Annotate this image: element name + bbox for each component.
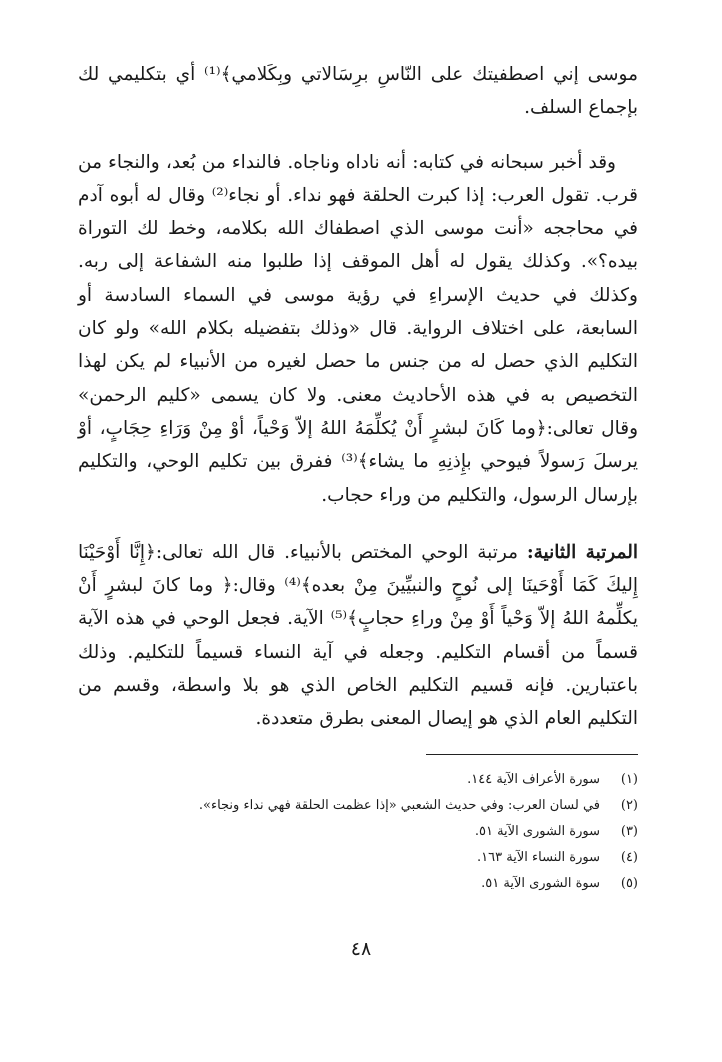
- paragraph-1: [78, 58, 638, 125]
- footnote-text: سورة الأعراف الآية ١٤٤.: [467, 771, 600, 787]
- footnote-text: في لسان العرب: وفي حديث الشعبي «إذا عظمت الحلقة فهي نداء ونجاء».: [198, 797, 600, 813]
- paragraph-3: [78, 536, 638, 736]
- footnote-text: سورة الشورى الآية ٥١.: [474, 823, 600, 839]
- paragraph-2: [78, 146, 638, 512]
- footnote-item: [78, 767, 638, 793]
- footnote-item: [78, 871, 638, 897]
- footnote-number: (٣): [620, 823, 638, 839]
- paragraph-1-text: موسى إني اصطفيتك على النّاسِ برِسَالاتي وبِكَلامي﴾⁽¹⁾ أي بتكليمي لك بإجماع السلف.: [78, 64, 638, 119]
- paragraph-2-text: وقد أخبر سبحانه في كتابه: أنه ناداه وناجاه. فالنداء من بُعد، والنجاء من قرب. تقول العرب: إذا كبرت الحلقة فهو نداء. أو نجاء⁽²⁾ وقال له أبوه آدم في محاججه «أنت موسى الذي اصطفاك الله بكلامه، وخط لك التوراة بيده؟». وكذلك يقول له أهل الموقف إذا طلبوا منه الشفاعة إلى ربه. وكذلك في حديث الإسراءِ في رؤية موسى في السماء السادسة أو السابعة، على اختلاف الرواية. قال «وذلك بتفضيله بكلام الله» ولو كان التكليم الذي حصل له من جنس ما حصل لغيره من الأنبياء لم يكن لهذا التخصيص به في هذه الأحاديث معنى. ولا كان يسمى «كليم الرحمن» وقال تعالى:﴿وما كَانَ لبشرٍ أَنْ يُكلِّمَهُ اللهُ إلاّ وَحْياً، أوْ مِنْ وَرَاءِ حِجَابٍ، أوْ يرسلَ رَسولاً فيوحي بإِذنِهِ ما يشاء﴾⁽³⁾ ففرق بين تكليم الوحي، والتكليم بإرسال الرسول، والتكليم من وراء حجاب.: [78, 151, 638, 506]
- footnotes-list: [78, 767, 638, 897]
- footnote-text: سورة النساء الآية ١٦٣.: [477, 849, 600, 865]
- footnote-number: (٥): [620, 875, 638, 891]
- footnote-item: [78, 819, 638, 845]
- footnote-number: (٤): [620, 849, 638, 865]
- footnote-item: [78, 793, 638, 819]
- footnote-text: سوة الشورى الآية ٥١.: [481, 875, 600, 891]
- paragraph-3-text: مرتبة الوحي المختص بالأنبياء. قال الله تعالى:﴿إِنَّا أَوْحَيْنَا إِليكَ كَمَا أَوْحَينَا إلى نُوحٍ والنبيِّينَ مِنْ بعده﴾⁽⁴⁾ وقال:﴿ وما كانَ لبشرٍ أَنْ يكلِّمهُ اللهُ إلاّ وَحْياً أَوْ مِنْ وراءِ حجابٍ﴾⁽⁵⁾ الآية. فجعل الوحي في هذه الآية قسماً من أقسام التكليم. وجعله في آية النساء قسيماً للتكليم. وذلك باعتبارين. فإنه قسيم التكليم الخاص الذي هو بلا واسطة، وقسم من التكليم العام الذي هو إيصال المعنى بطرق متعددة.: [78, 541, 638, 730]
- section-heading: المرتبة الثانية:: [526, 541, 638, 563]
- page-body: [78, 58, 638, 910]
- footnote-number: (١): [620, 771, 638, 787]
- page-number: ٤٨: [350, 938, 372, 960]
- footnote-item: [78, 845, 638, 871]
- footnote-number: (٢): [620, 797, 638, 813]
- footnote-divider: [426, 754, 638, 755]
